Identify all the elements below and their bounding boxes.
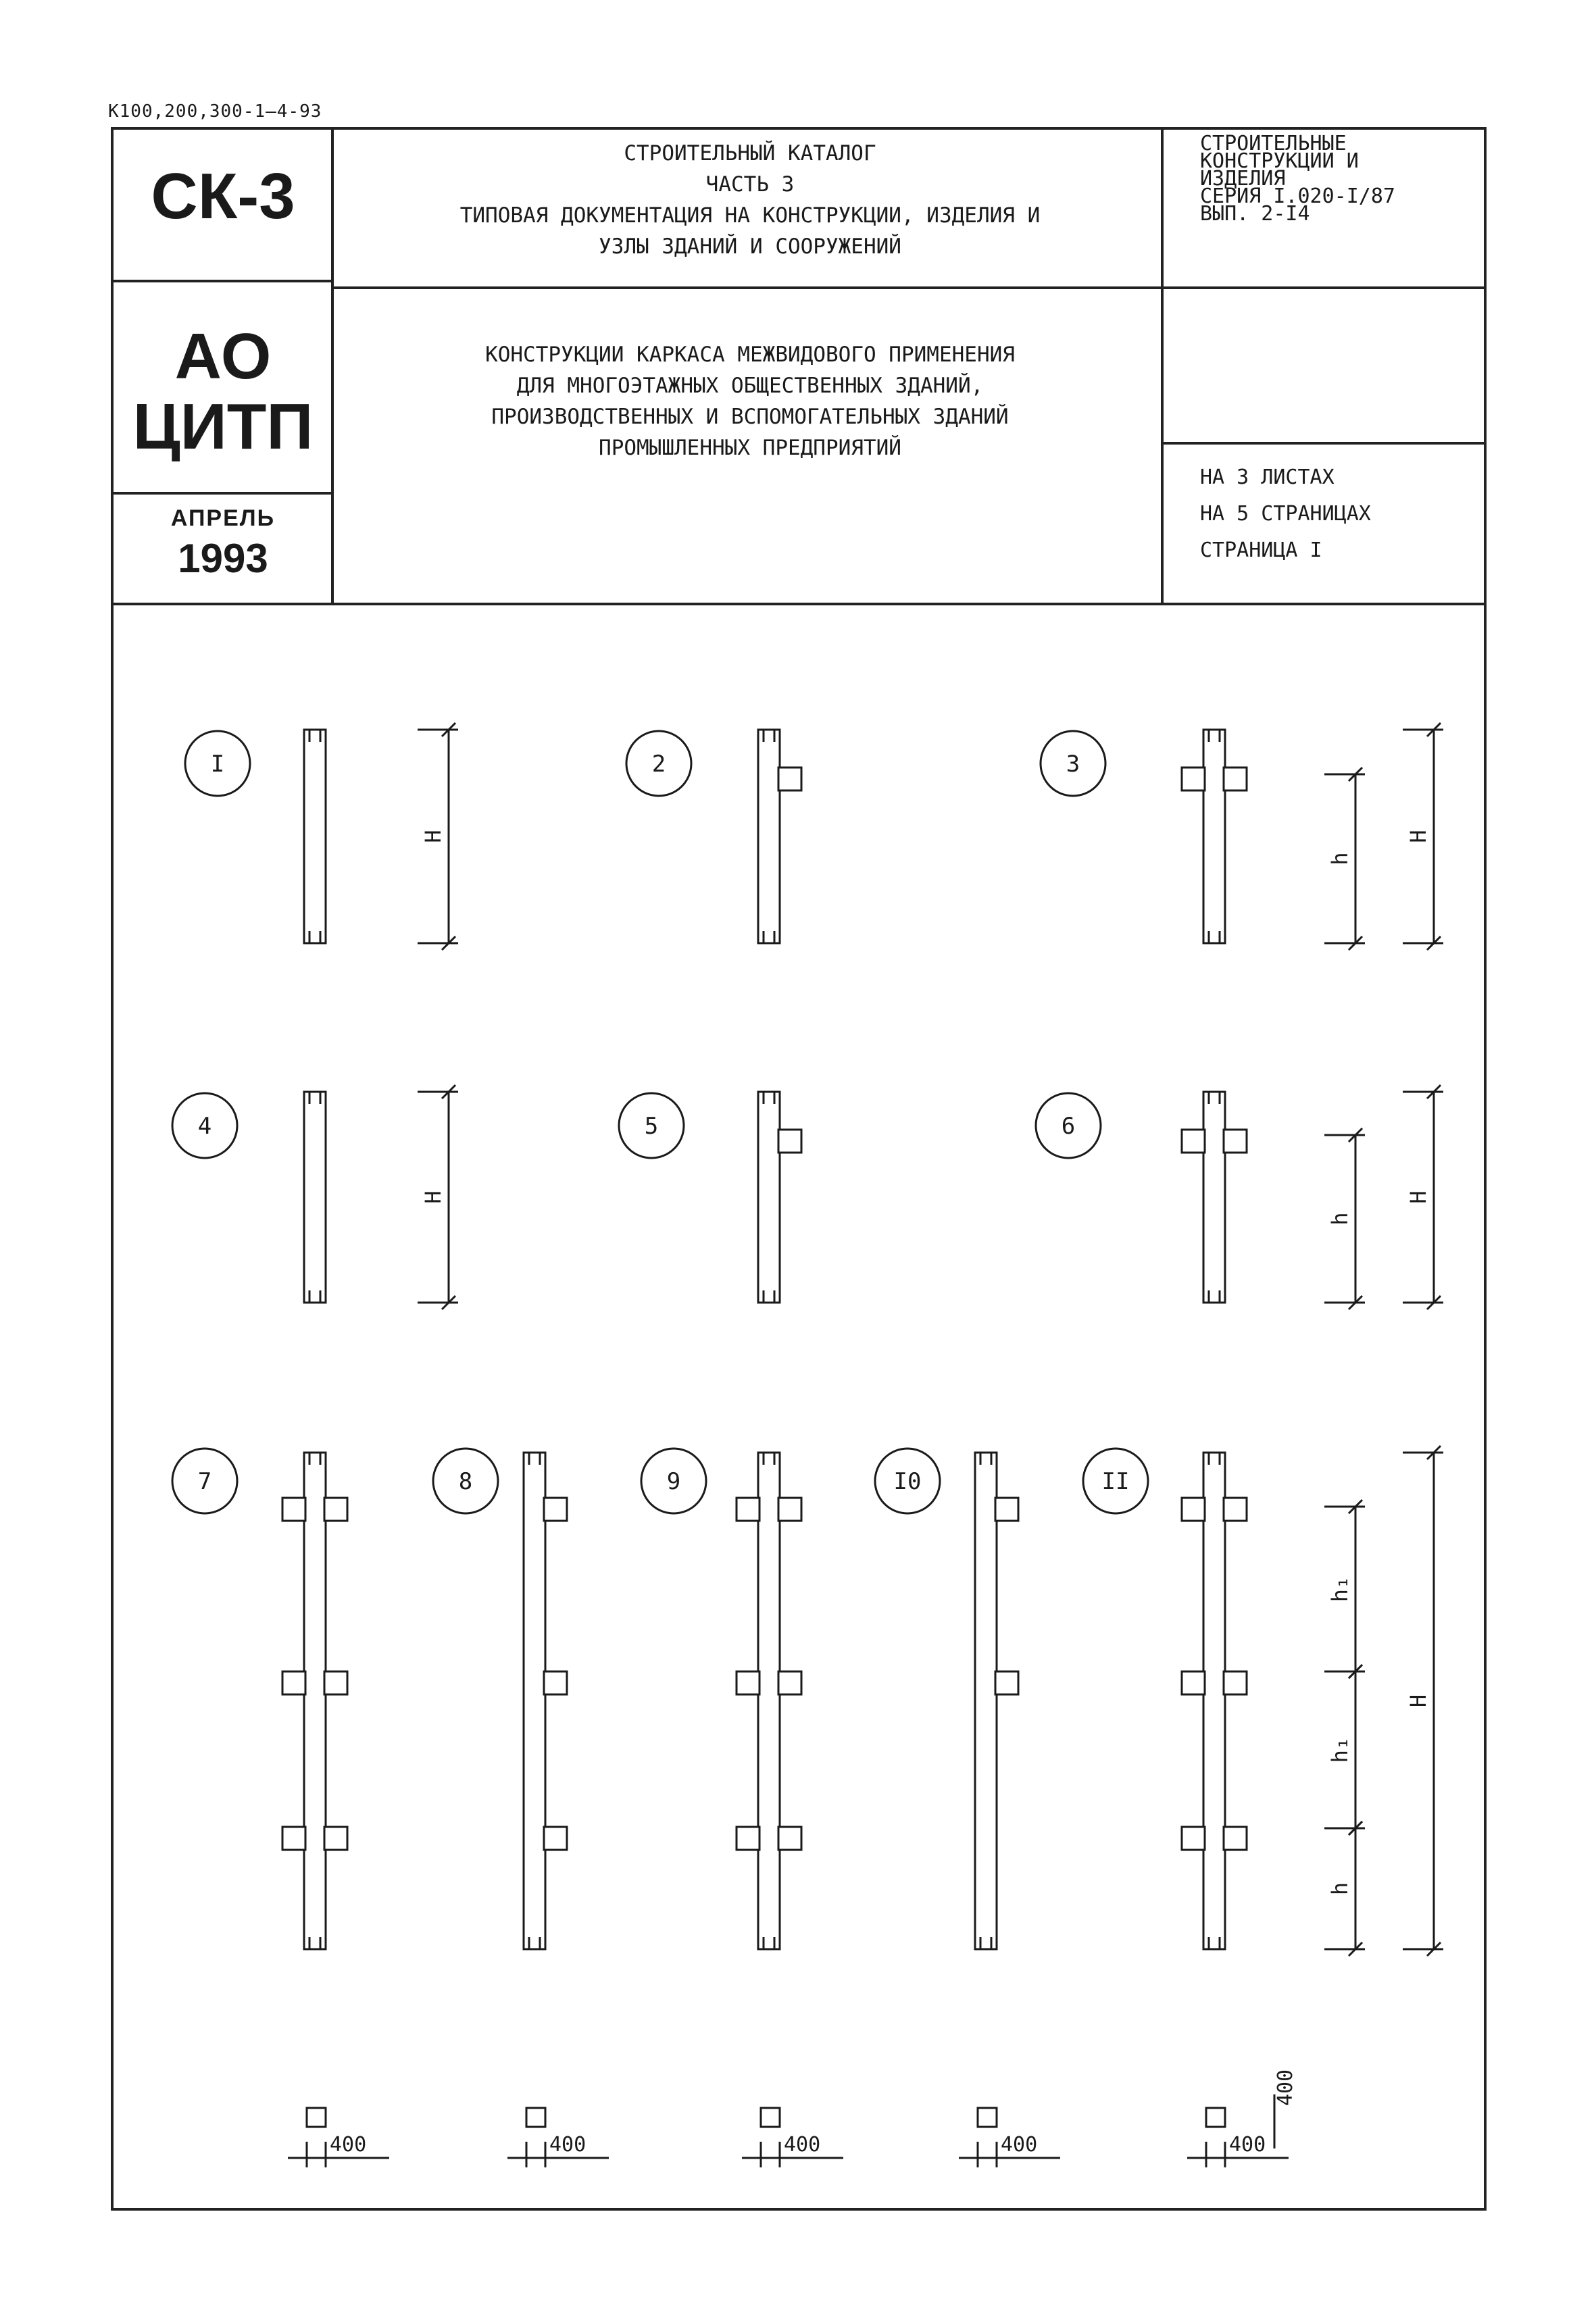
- section-size-label: 400: [330, 2133, 367, 2157]
- column-bracket: [544, 1827, 567, 1850]
- column-end-notch: [1209, 1453, 1220, 1465]
- column-shaft: [1203, 1453, 1225, 1949]
- column-bracket: [324, 1827, 347, 1850]
- column-end-notch: [764, 931, 774, 943]
- catalog-title-line: ТИПОВАЯ ДОКУМЕНТАЦИЯ НА КОНСТРУКЦИИ, ИЗДЕЛИЯ И: [459, 203, 1041, 228]
- column-end-notch: [1209, 730, 1220, 742]
- dim-H-label: H: [420, 830, 446, 843]
- column-bracket: [778, 1498, 801, 1521]
- column-number-label: 2: [651, 751, 666, 778]
- column-end-notch: [309, 1453, 320, 1465]
- section-line: КОНСТРУКЦИИ И: [1200, 149, 1359, 173]
- section-size-label: 400: [549, 2133, 587, 2157]
- column-bracket: [1182, 1498, 1205, 1521]
- column-bracket: [282, 1498, 305, 1521]
- organization-line2: ЦИТП: [132, 391, 314, 463]
- page-count: НА 5 СТРАНИЦАХ: [1200, 502, 1371, 526]
- section-line: ИЗДЕЛИЯ: [1200, 167, 1286, 191]
- column-bracket: [995, 1498, 1018, 1521]
- section-square: [307, 2108, 326, 2127]
- release-month: АПРЕЛЬ: [170, 505, 276, 531]
- column-number-label: 9: [666, 1468, 681, 1495]
- section-line: СЕРИЯ I.020-I/87: [1200, 184, 1395, 208]
- column-bracket: [737, 1827, 759, 1850]
- column-bracket: [995, 1671, 1018, 1694]
- dim-h1-label: h₁: [1327, 1736, 1353, 1763]
- section-line: СТРОИТЕЛЬНЫЕ: [1200, 132, 1347, 155]
- column-end-notch: [309, 1092, 320, 1104]
- column-end-notch: [309, 1290, 320, 1303]
- sheet-count: НА 3 ЛИСТАХ: [1200, 466, 1335, 489]
- column-bracket: [778, 1130, 801, 1153]
- subject-line: ПРОИЗВОДСТВЕННЫХ И ВСПОМОГАТЕЛЬНЫХ ЗДАНИЙ: [491, 405, 1009, 429]
- column-number-label: 8: [458, 1468, 473, 1495]
- column-bracket: [737, 1498, 759, 1521]
- column-shaft: [1203, 1092, 1225, 1303]
- column-bracket: [1224, 1130, 1247, 1153]
- column-end-notch: [980, 1453, 991, 1465]
- organization-line1: АО: [174, 320, 272, 393]
- catalog-title-line: СТРОИТЕЛЬНЫЙ КАТАЛОГ: [624, 141, 876, 166]
- column-number-label: I0: [893, 1468, 922, 1495]
- section-size-label: 400: [1229, 2133, 1266, 2157]
- column-end-notch: [529, 1937, 540, 1949]
- column-bracket: [1182, 1827, 1205, 1850]
- column-bracket: [544, 1498, 567, 1521]
- column-bracket: [324, 1671, 347, 1694]
- section-square: [526, 2108, 545, 2127]
- catalog-title-line: УЗЛЫ ЗДАНИЙ И СООРУЖЕНИЙ: [599, 234, 901, 259]
- column-end-notch: [1209, 931, 1220, 943]
- dim-h-label: h: [1327, 852, 1353, 865]
- column-bracket: [324, 1498, 347, 1521]
- column-end-notch: [764, 730, 774, 742]
- column-number-label: 3: [1066, 751, 1080, 778]
- column-number-label: I: [210, 751, 225, 778]
- column-end-notch: [1209, 1290, 1220, 1303]
- column-end-notch: [764, 1092, 774, 1104]
- column-end-notch: [980, 1937, 991, 1949]
- column-bracket: [1224, 1827, 1247, 1850]
- catalog-title-line: ЧАСТЬ 3: [705, 172, 795, 197]
- section-square: [1206, 2108, 1225, 2127]
- column-end-notch: [1209, 1092, 1220, 1104]
- dim-H-label: H: [1405, 1190, 1431, 1204]
- column-shaft: [975, 1453, 997, 1949]
- column-bracket: [778, 1827, 801, 1850]
- subject-line: КОНСТРУКЦИИ КАРКАСА МЕЖВИДОВОГО ПРИМЕНЕНИЯ: [485, 343, 1015, 367]
- column-end-notch: [1209, 1937, 1220, 1949]
- subject-line: ПРОМЫШЛЕННЫХ ПРЕДПРИЯТИЙ: [599, 436, 901, 460]
- column-shaft: [304, 1453, 326, 1949]
- dim-h1-label: h₁: [1327, 1576, 1353, 1603]
- dim-H-label: H: [1405, 830, 1431, 843]
- subject-line: ДЛЯ МНОГОЭТАЖНЫХ ОБЩЕСТВЕННЫХ ЗДАНИЙ,: [516, 374, 984, 398]
- column-bracket: [1224, 1498, 1247, 1521]
- column-shaft: [758, 1453, 780, 1949]
- column-shaft: [758, 1092, 780, 1303]
- column-bracket: [778, 768, 801, 790]
- column-bracket: [1224, 768, 1247, 790]
- column-bracket: [282, 1827, 305, 1850]
- column-end-notch: [309, 931, 320, 943]
- column-number-label: 7: [197, 1468, 212, 1495]
- column-shaft: [304, 730, 326, 943]
- column-shaft: [304, 1092, 326, 1303]
- section-size-label: 400: [1274, 2069, 1297, 2107]
- dim-H-label: H: [420, 1190, 446, 1204]
- column-number-label: II: [1101, 1468, 1130, 1495]
- column-end-notch: [764, 1937, 774, 1949]
- dim-h-label: h: [1327, 1212, 1353, 1226]
- column-shaft: [524, 1453, 545, 1949]
- column-bracket: [1182, 1671, 1205, 1694]
- column-bracket: [778, 1671, 801, 1694]
- dim-H-label: H: [1405, 1694, 1431, 1708]
- column-end-notch: [764, 1290, 774, 1303]
- column-bracket: [282, 1671, 305, 1694]
- column-shaft: [1203, 730, 1225, 943]
- document-code: К100,200,300-1—4-93: [108, 101, 322, 122]
- dim-h-label: h: [1327, 1882, 1353, 1896]
- column-number-label: 5: [644, 1113, 659, 1140]
- section-size-label: 400: [1001, 2133, 1038, 2157]
- section-size-label: 400: [784, 2133, 821, 2157]
- column-end-notch: [529, 1453, 540, 1465]
- series-mark: СК-3: [151, 160, 295, 232]
- section-square: [761, 2108, 780, 2127]
- release-year: 1993: [178, 536, 268, 581]
- section-line: ВЫП. 2-I4: [1200, 202, 1310, 226]
- column-number-label: 6: [1061, 1113, 1076, 1140]
- column-bracket: [1182, 1130, 1205, 1153]
- column-bracket: [737, 1671, 759, 1694]
- column-number-label: 4: [197, 1113, 212, 1140]
- page-number: СТРАНИЦА I: [1200, 538, 1322, 562]
- column-shaft: [758, 730, 780, 943]
- section-square: [978, 2108, 997, 2127]
- column-end-notch: [309, 1937, 320, 1949]
- column-bracket: [1224, 1671, 1247, 1694]
- column-bracket: [544, 1671, 567, 1694]
- column-end-notch: [764, 1453, 774, 1465]
- column-bracket: [1182, 768, 1205, 790]
- column-end-notch: [309, 730, 320, 742]
